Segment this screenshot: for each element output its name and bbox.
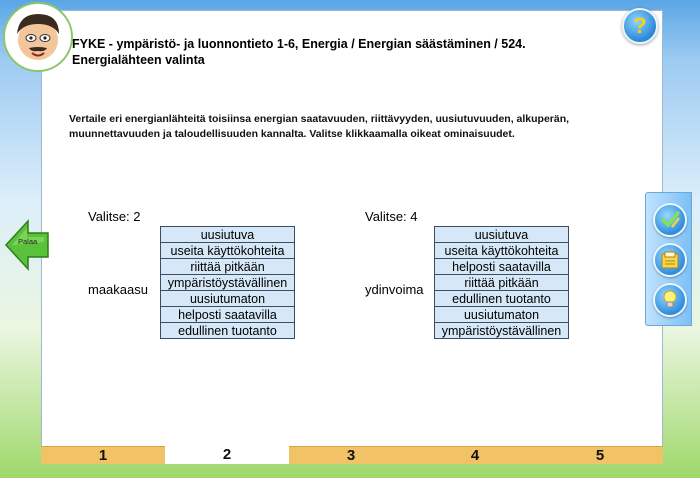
left-option[interactable]: helposti saatavilla bbox=[160, 306, 295, 323]
left-options-list bbox=[160, 226, 295, 339]
check-button[interactable] bbox=[653, 203, 687, 237]
tab-5[interactable]: 5 bbox=[537, 446, 663, 464]
back-button[interactable] bbox=[4, 218, 50, 272]
right-option[interactable]: edullinen tuotanto bbox=[434, 290, 569, 307]
question-icon: ? bbox=[633, 13, 647, 38]
left-option[interactable]: riittää pitkään bbox=[160, 258, 295, 275]
right-options-list bbox=[434, 226, 569, 339]
tab-1[interactable]: 1 bbox=[41, 446, 165, 464]
right-option[interactable]: riittää pitkään bbox=[434, 274, 569, 291]
left-option[interactable]: uusiutuva bbox=[160, 226, 295, 243]
mascot-avatar bbox=[5, 4, 71, 70]
left-option[interactable]: uusiutumaton bbox=[160, 290, 295, 307]
right-option[interactable]: ympäristöystävällinen bbox=[434, 322, 569, 339]
back-label: Palaa bbox=[18, 237, 38, 246]
notes-button[interactable] bbox=[653, 243, 687, 277]
left-source-label: maakaasu bbox=[88, 282, 148, 297]
tab-2[interactable]: 2 bbox=[165, 446, 289, 464]
tab-3[interactable]: 3 bbox=[289, 446, 413, 464]
right-option[interactable]: uusiutuva bbox=[434, 226, 569, 243]
lightbulb-icon bbox=[655, 285, 685, 315]
notepad-icon bbox=[655, 245, 685, 275]
right-option[interactable]: helposti saatavilla bbox=[434, 258, 569, 275]
tool-sidebar bbox=[645, 192, 692, 326]
checkmark-pencil-icon bbox=[655, 205, 685, 235]
main-panel bbox=[41, 10, 663, 462]
title-line-1: FYKE - ympäristö- ja luonnontieto 1-6, Energia / Energian säästäminen / 524. bbox=[72, 37, 526, 51]
right-select-count: Valitse: 4 bbox=[365, 209, 418, 224]
page-title bbox=[72, 36, 632, 68]
right-option[interactable]: useita käyttökohteita bbox=[434, 242, 569, 259]
right-option[interactable]: uusiutumaton bbox=[434, 306, 569, 323]
hint-button[interactable] bbox=[653, 283, 687, 317]
left-option[interactable]: ympäristöystävällinen bbox=[160, 274, 295, 291]
left-select-count: Valitse: 2 bbox=[88, 209, 141, 224]
right-source-label: ydinvoima bbox=[365, 282, 424, 297]
left-option[interactable]: useita käyttökohteita bbox=[160, 242, 295, 259]
title-line-2: Energialähteen valinta bbox=[72, 53, 205, 67]
left-option[interactable]: edullinen tuotanto bbox=[160, 322, 295, 339]
tab-4[interactable]: 4 bbox=[413, 446, 537, 464]
instructions-text: Vertaile eri energianlähteitä toisiinsa energian saatavuuden, riittävyyden, uusiutuvuuden, alkuperän, muunnettavuuden ja taloudellisuuden kannalta. Valitse klikkaamalla oikeat ominaisuudet. bbox=[69, 113, 570, 140]
page-tabs bbox=[41, 446, 663, 464]
